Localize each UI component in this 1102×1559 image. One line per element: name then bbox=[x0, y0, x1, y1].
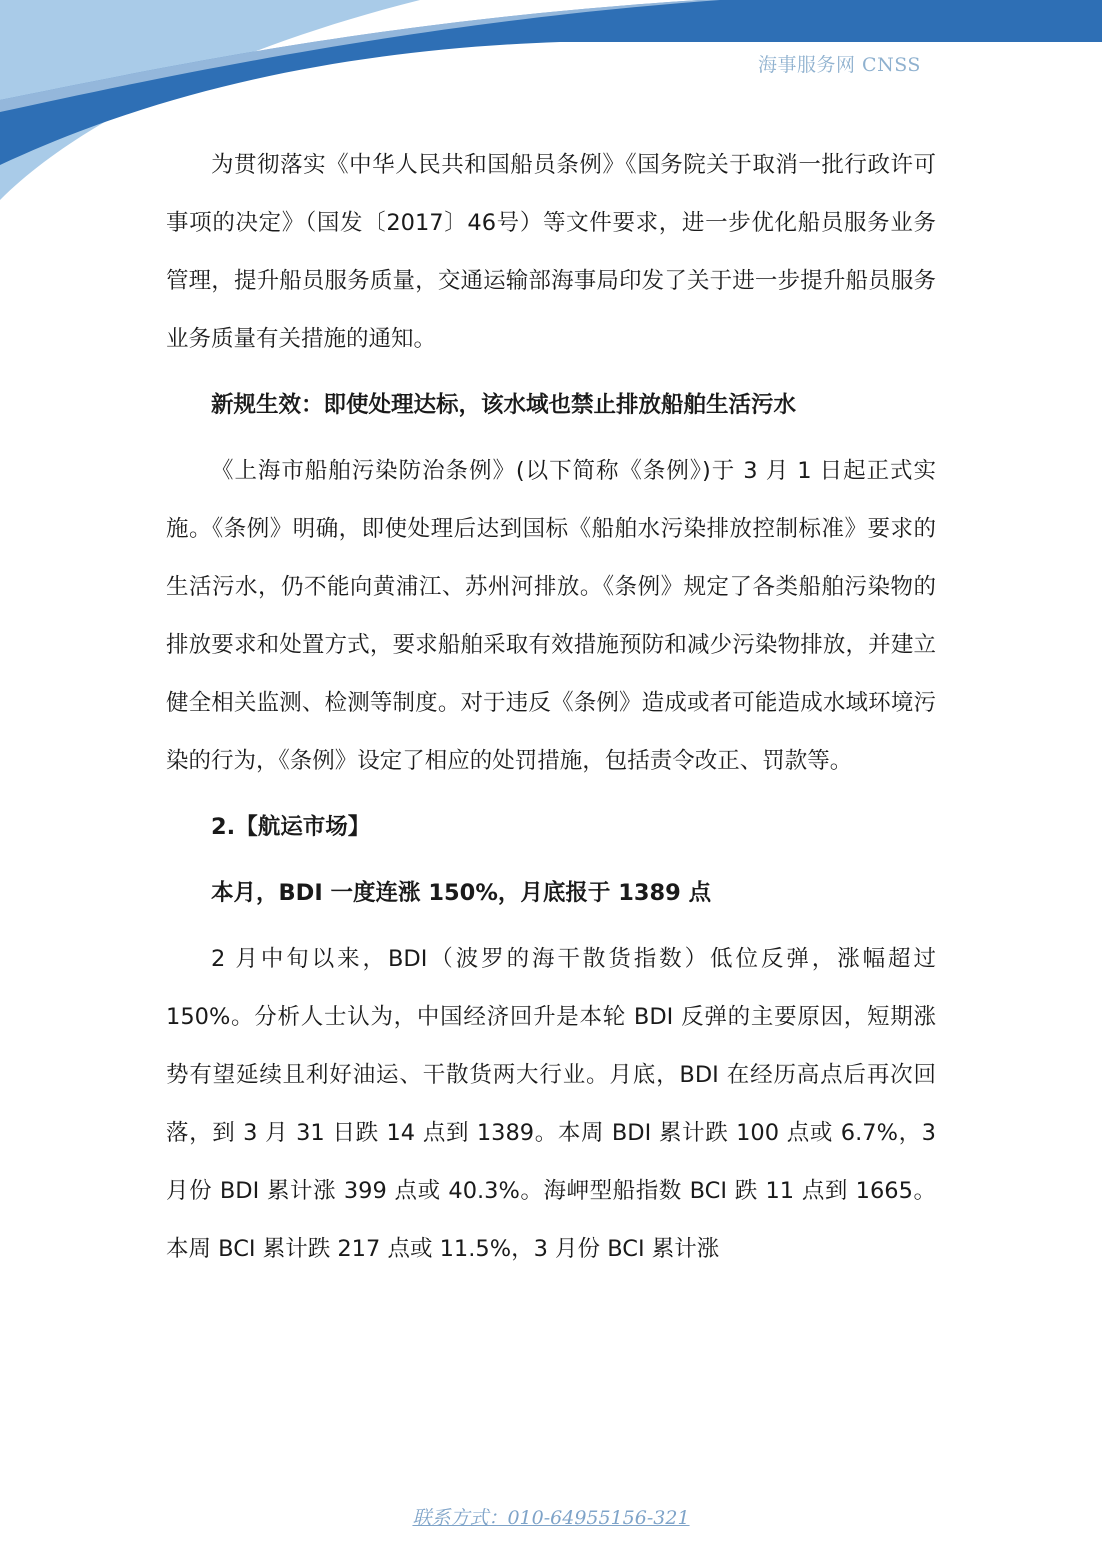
market-heading: 本月，BDI 一度连涨 150%，月底报于 1389 点 bbox=[211, 880, 712, 906]
regulation-heading: 新规生效：即使处理达标，该水域也禁止排放船舶生活污水 bbox=[211, 392, 797, 418]
section-heading: 2.【航运市场】 bbox=[211, 814, 371, 840]
header-brand: 海事服务网 CNSS bbox=[758, 54, 921, 76]
intro-paragraph: 为贯彻落实《中华人民共和国船员条例》《国务院关于取消一批行政许可事项的决定》（国发〔2017〕46号）等文件要求，进一步优化船员服务业务管理，提升船员服务质量，交通运输部海事局印发了关于进一步提升船员服务业务质量有关措施的通知。 bbox=[166, 152, 936, 352]
market-paragraph: 2 月中旬以来，BDI（波罗的海干散货指数）低位反弹，涨幅超过 150%。分析人士认为，中国经济回升是本轮 BDI 反弹的主要原因，短期涨势有望延续且利好油运、干散货两大行业。月底，BDI 在经历高点后再次回落，到 3 月 31 日跌 14 点到 1389。本周 BDI 累计跌 100 点或 6.7%，3 月份 BDI 累计涨 399 点或 40.3%。海岬型船指数 BCI 跌 11 点到 1665。本周 BCI 累计跌 217 点或 11.5%，3 月份 BCI 累计涨 bbox=[166, 946, 936, 1262]
regulation-paragraph: 《上海市船舶污染防治条例》(以下简称《条例》)于 3 月 1 日起正式实施。《条例》明确，即使处理后达到国标《船舶水污染排放控制标准》要求的生活污水，仍不能向黄浦江、苏州河排放。《条例》规定了各类船舶污染物的排放要求和处置方式，要求船舶采取有效措施预防和减少污染物排放，并建立健全相关监测、检测等制度。对于违反《条例》造成或者可能造成水域环境污染的行为，《条例》设定了相应的处罚措施，包括责令改正、罚款等。 bbox=[166, 458, 936, 774]
footer-contact[interactable]: 联系方式：010-64955156-321 bbox=[412, 1507, 690, 1529]
document-body bbox=[166, 136, 936, 1278]
